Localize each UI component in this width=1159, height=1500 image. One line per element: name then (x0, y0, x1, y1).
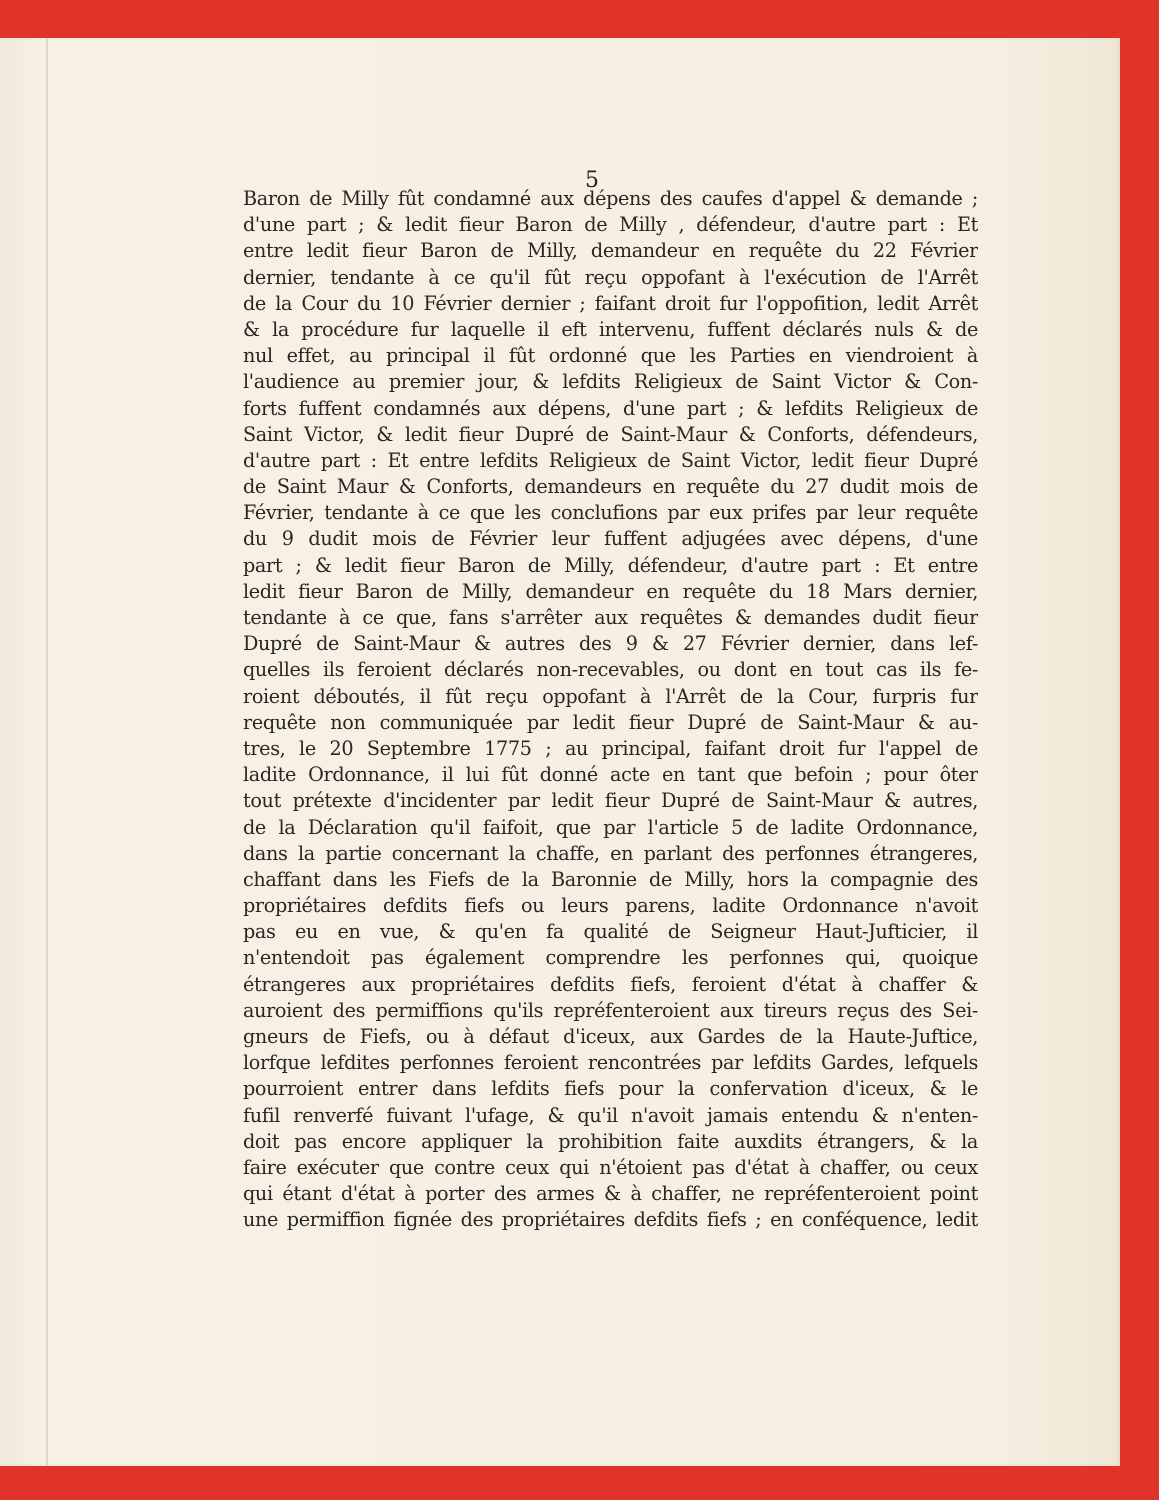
text-line: tout prétexte d'incidenter par ledit fieur Dupré de Saint-Maur & autres, (243, 789, 978, 813)
text-line: faire exécuter que contre ceux qui n'étoient pas d'état à chaffer, ou ceux (243, 1155, 978, 1179)
text-line: Dupré de Saint-Maur & autres des 9 & 27 Février dernier, dans lef- (243, 632, 978, 656)
text-line: roient déboutés, il fût reçu oppofant à l'Arrêt de la Cour, furpris fur (243, 684, 978, 708)
text-line: chaffant dans les Fiefs de la Baronnie de Milly, hors la compagnie des (243, 867, 978, 891)
text-line: d'autre part : Et entre lefdits Religieux de Saint Victor, ledit fieur Dupré (243, 448, 978, 472)
text-line: Février, tendante à ce que les conclufions par eux prifes par leur requête (243, 501, 978, 525)
text-line: pourroient entrer dans lefdits fiefs pour la confervation d'iceux, & le (243, 1077, 978, 1101)
text-line: doit pas encore appliquer la prohibition faite auxdits étrangers, & la (243, 1129, 978, 1153)
text-line: n'entendoit pas également comprendre les perfonnes qui, quoique (243, 946, 978, 970)
text-line: gneurs de Fiefs, ou à défaut d'iceux, aux Gardes de la Haute-Juftice, (243, 1025, 978, 1048)
text-line: l'audience au premier jour, & lefdits Religieux de Saint Victor & Con- (243, 370, 978, 394)
text-line: entre ledit fieur Baron de Milly, demandeur en requête du 22 Février (243, 239, 978, 263)
page-fold (46, 38, 48, 1466)
text-line: requête non communiquée par ledit fieur Dupré de Saint-Maur & au- (243, 710, 978, 734)
text-line: Saint Victor, & ledit fieur Dupré de Saint-Maur & Conforts, défendeurs, (243, 422, 978, 446)
text-line: d'une part ; & ledit fieur Baron de Milly , défendeur, d'autre part : Et (243, 213, 978, 237)
text-line: une permiffion fignée des propriétaires defdits fiefs ; en conféquence, ledit (243, 1208, 978, 1232)
page-number: 5 (585, 168, 599, 193)
text-line: tres, le 20 Septembre 1775 ; au principal, faifant droit fur l'appel de (243, 736, 978, 760)
text-line: Baron de Milly fût condamné aux dépens des caufes d'appel & demande ; (243, 187, 978, 210)
text-line: de la Déclaration qu'il faifoit, que par l'article 5 de ladite Ordonnance, (243, 815, 978, 839)
text-line: forts fuffent condamnés aux dépens, d'une part ; & lefdits Religieux de (243, 396, 978, 420)
text-line: quelles ils feroient déclarés non-recevables, ou dont en tout cas ils fe- (243, 658, 978, 682)
text-line: ladite Ordonnance, il lui fût donné acte en tant que befoin ; pour ôter (243, 763, 978, 787)
text-line: qui étant d'état à porter des armes & à chaffer, ne repréfenteroient point (243, 1182, 978, 1206)
text-line: propriétaires defdits fiefs ou leurs parens, ladite Ordonnance n'avoit (243, 894, 978, 918)
text-line: nul effet, au principal il fût ordonné que les Parties en viendroient à (243, 344, 978, 368)
text-line: fufil renverfé fuivant l'ufage, & qu'il n'avoit jamais entendu & n'enten- (243, 1103, 978, 1127)
text-line: tendante à ce que, fans s'arrêter aux requêtes & demandes dudit fieur (243, 606, 978, 629)
text-line: de Saint Maur & Conforts, demandeurs en requête du 27 dudit mois de (243, 475, 978, 499)
text-line: dans la partie concernant la chaffe, en parlant des perfonnes étrangeres, (243, 841, 978, 865)
text-line: part ; & ledit fieur Baron de Milly, défendeur, d'autre part : Et entre (243, 553, 978, 577)
text-line: ledit fieur Baron de Milly, demandeur en requête du 18 Mars dernier, (243, 579, 978, 603)
text-line: dernier, tendante à ce qu'il fût reçu oppofant à l'exécution de l'Arrêt (243, 265, 978, 289)
text-line: du 9 dudit mois de Février leur fuffent adjugées avec dépens, d'une (243, 527, 978, 551)
text-line: auroient des permiffions qu'ils repréfenteroient aux tireurs reçus des Sei- (243, 998, 978, 1022)
body-text (243, 186, 978, 1234)
text-line: & la procédure fur laquelle il eft intervenu, fuffent déclarés nuls & de (243, 317, 978, 341)
text-line: de la Cour du 10 Février dernier ; faifant droit fur l'oppofition, ledit Arrêt (243, 291, 978, 315)
text-line: pas eu en vue, & qu'en fa qualité de Seigneur Haut-Jufticier, il (243, 920, 978, 944)
text-line: lorfque lefdites perfonnes feroient rencontrées par lefdits Gardes, lefquels (243, 1051, 978, 1075)
text-line: étrangeres aux propriétaires defdits fiefs, feroient d'état à chaffer & (243, 972, 978, 996)
